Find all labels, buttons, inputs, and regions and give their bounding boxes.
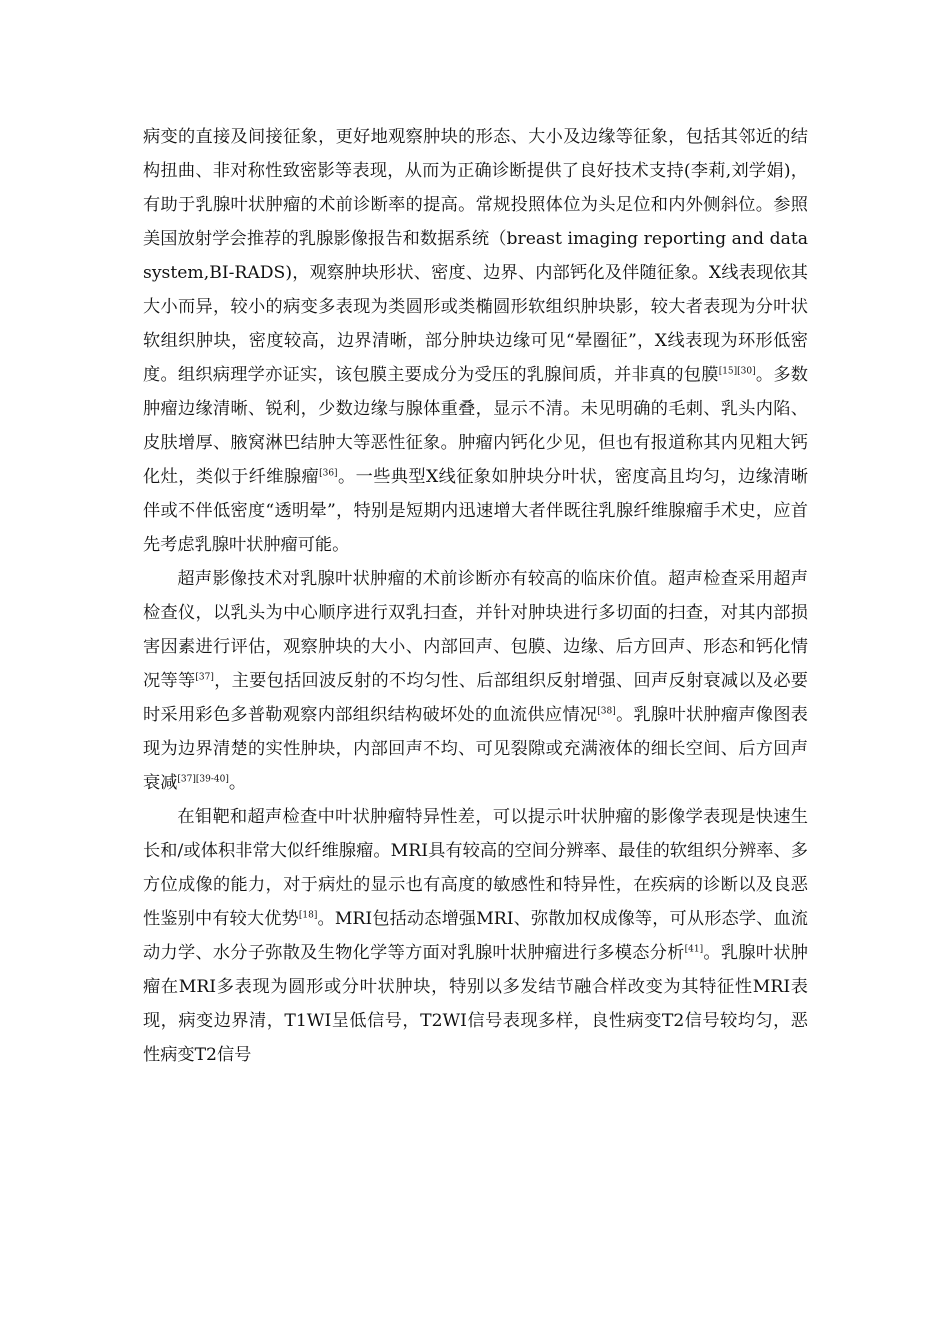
paragraph-text: 。乳腺叶状肿瘤在MRI多表现为圆形或分叶状肿块，特别以多发结节融合样改变为其特征性MRI表现，病变边界清，T1WI呈低信号，T2WI信号表现多样，良性病变T2信号较均匀，恶性病变T2信号 <box>143 943 808 1065</box>
citation-ref: [38] <box>597 706 616 717</box>
paragraph-text: 。多数肿瘤边缘清晰、锐利，少数边缘与腺体重叠，显示不清。未见明确的毛刺、乳头内陷、皮肤增厚、腋窝淋巴结肿大等恶性征象。肿瘤内钙化少见，但也有报道称其内见粗大钙化灶，类似于纤维腺瘤 <box>143 365 808 487</box>
paragraph-text: 。MRI包括动态增强MRI、弥散加权成像等，可从形态学、血流动力学、水分子弥散及生物化学等方面对乳腺叶状肿瘤进行多模态分析 <box>143 909 808 963</box>
citation-ref: [18] <box>298 910 318 921</box>
paragraph-text: 在钼靶和超声检查中叶状肿瘤特异性差，可以提示叶状肿瘤的影像学表现是快速生长和/或体积非常大似纤维腺瘤。MRI具有较高的空间分辨率、最佳的软组织分辨率、多方位成像的能力，对于病灶的显示也有高度的敏感性和特异性，在疾病的诊断以及良恶性鉴别中有较大优势 <box>143 807 808 929</box>
paragraph-text: ，主要包括回波反射的不均匀性、后部组织反射增强、回声反射衰减以及必要时采用彩色多普勒观察内部组织结构破坏处的血流供应情况 <box>143 671 808 725</box>
citation-ref: [36] <box>319 468 338 479</box>
paragraph-text: 。乳腺叶状肿瘤声像图表现为边界清楚的实性肿块，内部回声不均、可见裂隙或充满液体的细长空间、后方回声衰减 <box>143 705 808 793</box>
citation-ref: [41] <box>684 944 704 955</box>
paragraph-ultrasound <box>143 562 808 800</box>
paragraph-text: 。一些典型X线征象如肿块分叶状，密度高且均匀，边缘清晰伴或不伴低密度“透明晕”，特别是短期内迅速增大者伴既往乳腺纤维腺瘤手术史，应首先考虑乳腺叶状肿瘤可能。 <box>143 467 808 555</box>
document-body <box>143 120 808 1072</box>
paragraph-text: 。 <box>228 773 247 793</box>
citation-ref: [37] <box>195 672 214 683</box>
paragraph-mammography <box>143 120 808 562</box>
paragraph-text: 病变的直接及间接征象，更好地观察肿块的形态、大小及边缘等征象，包括其邻近的结构扭曲、非对称性致密影等表现，从而为正确诊断提供了良好技术支持(李莉,刘学娟)，有助于乳腺叶状肿瘤的术前诊断率的提高。常规投照体位为头足位和内外侧斜位。参照美国放射学会推荐的乳腺影像报告和数据系统（breast imaging reporting and data system,BI-RADS)，观察肿块形状、密度、边界、内部钙化及伴随征象。X线表现依其大小而异，较小的病变多表现为类圆形或类椭圆形软组织肿块影，较大者表现为分叶状软组织肿块，密度较高，边界清晰，部分肿块边缘可见“晕圈征”，X线表现为环形低密度。组织病理学亦证实，该包膜主要成分为受压的乳腺间质，并非真的包膜 <box>143 127 808 385</box>
citation-ref: [37][39-40] <box>177 774 229 785</box>
paragraph-mri <box>143 800 808 1072</box>
citation-ref: [15][30] <box>718 366 756 377</box>
paragraph-text: 超声影像技术对乳腺叶状肿瘤的术前诊断亦有较高的临床价值。超声检查采用超声检查仪，以乳头为中心顺序进行双乳扫查，并针对肿块进行多切面的扫查，对其内部损害因素进行评估，观察肿块的大小、内部回声、包膜、边缘、后方回声、形态和钙化情况等等 <box>143 569 808 691</box>
